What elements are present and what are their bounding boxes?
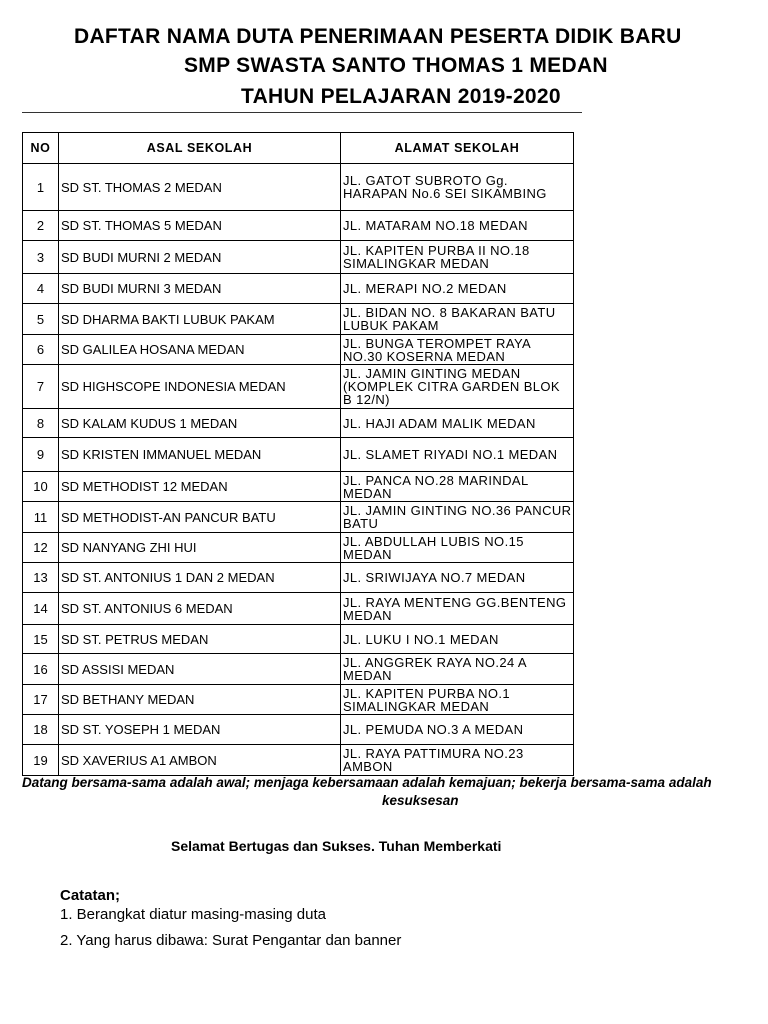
school-name: SD BUDI MURNI 3 MEDAN [59,274,341,304]
closing-message: Selamat Bertugas dan Sukses. Tuhan Memberkati [171,838,502,854]
table-row [23,365,574,409]
row-number: 5 [23,304,59,335]
table-row [23,715,574,745]
header-no: NO [23,133,59,164]
motto-line-2: kesuksesan [382,793,459,808]
school-address: JL. HAJI ADAM MALIK MEDAN [341,409,574,438]
table-row [23,533,574,563]
school-name: SD BUDI MURNI 2 MEDAN [59,241,341,274]
school-name: SD KALAM KUDUS 1 MEDAN [59,409,341,438]
school-name: SD DHARMA BAKTI LUBUK PAKAM [59,304,341,335]
document-title-line-1: DAFTAR NAMA DUTA PENERIMAAN PESERTA DIDIK BARU [74,25,682,48]
title-divider [22,112,582,113]
row-number: 4 [23,274,59,304]
table-row [23,654,574,685]
school-address: JL. RAYA PATTIMURA NO.23 AMBON [341,745,574,776]
school-address: JL. ANGGREK RAYA NO.24 A MEDAN [341,654,574,685]
school-name: SD ST. ANTONIUS 6 MEDAN [59,593,341,625]
school-name: SD KRISTEN IMMANUEL MEDAN [59,438,341,472]
school-name: SD METHODIST 12 MEDAN [59,472,341,502]
table-header-row [23,133,574,164]
row-number: 6 [23,335,59,365]
school-address: JL. BUNGA TEROMPET RAYA NO.30 KOSERNA MEDAN [341,335,574,365]
table-row [23,438,574,472]
row-number: 16 [23,654,59,685]
row-number: 11 [23,502,59,533]
school-address: JL. KAPITEN PURBA NO.1 SIMALINGKAR MEDAN [341,685,574,715]
school-address: JL. MERAPI NO.2 MEDAN [341,274,574,304]
school-address: JL. MATARAM NO.18 MEDAN [341,211,574,241]
row-number: 8 [23,409,59,438]
row-number: 18 [23,715,59,745]
school-address: JL. JAMIN GINTING MEDAN (KOMPLEK CITRA GARDEN BLOK B 12/N) [341,365,574,409]
school-table [22,132,574,776]
table-row [23,502,574,533]
header-asal-sekolah: ASAL SEKOLAH [59,133,341,164]
school-address: JL. KAPITEN PURBA II NO.18 SIMALINGKAR MEDAN [341,241,574,274]
school-address: JL. PEMUDA NO.3 A MEDAN [341,715,574,745]
row-number: 19 [23,745,59,776]
row-number: 9 [23,438,59,472]
school-name: SD BETHANY MEDAN [59,685,341,715]
row-number: 1 [23,164,59,211]
note-item: 1. Berangkat diatur masing-masing duta [60,906,326,923]
row-number: 13 [23,563,59,593]
table-row [23,745,574,776]
table-row [23,472,574,502]
notes-title: Catatan; [60,887,121,904]
table-row [23,563,574,593]
table-row [23,409,574,438]
school-name: SD NANYANG ZHI HUI [59,533,341,563]
row-number: 12 [23,533,59,563]
school-address: JL. LUKU I NO.1 MEDAN [341,625,574,654]
school-address: JL. SLAMET RIYADI NO.1 MEDAN [341,438,574,472]
document-title-line-2: SMP SWASTA SANTO THOMAS 1 MEDAN [184,54,608,77]
school-name: SD ST. THOMAS 5 MEDAN [59,211,341,241]
row-number: 17 [23,685,59,715]
school-name: SD ASSISI MEDAN [59,654,341,685]
school-address: JL. GATOT SUBROTO Gg. HARAPAN No.6 SEI SIKAMBING [341,164,574,211]
table-body [23,164,574,776]
school-name: SD XAVERIUS A1 AMBON [59,745,341,776]
school-name: SD GALILEA HOSANA MEDAN [59,335,341,365]
row-number: 2 [23,211,59,241]
table-row [23,241,574,274]
row-number: 3 [23,241,59,274]
school-address: JL. SRIWIJAYA NO.7 MEDAN [341,563,574,593]
motto-line-1: Datang bersama-sama adalah awal; menjaga kebersamaan adalah kemajuan; bekerja bersama-sama adalah [22,775,712,790]
table-row [23,274,574,304]
school-address: JL. BIDAN NO. 8 BAKARAN BATU LUBUK PAKAM [341,304,574,335]
school-address: JL. ABDULLAH LUBIS NO.15 MEDAN [341,533,574,563]
school-name: SD HIGHSCOPE INDONESIA MEDAN [59,365,341,409]
school-name: SD ST. PETRUS MEDAN [59,625,341,654]
school-address: JL. JAMIN GINTING NO.36 PANCUR BATU [341,502,574,533]
row-number: 14 [23,593,59,625]
table-row [23,593,574,625]
row-number: 15 [23,625,59,654]
school-address: JL. PANCA NO.28 MARINDAL MEDAN [341,472,574,502]
header-alamat-sekolah: ALAMAT SEKOLAH [341,133,574,164]
school-name: SD ST. THOMAS 2 MEDAN [59,164,341,211]
table-row [23,625,574,654]
school-name: SD METHODIST-AN PANCUR BATU [59,502,341,533]
document-title-line-3: TAHUN PELAJARAN 2019-2020 [241,85,561,108]
table-row [23,685,574,715]
school-name: SD ST. YOSEPH 1 MEDAN [59,715,341,745]
row-number: 7 [23,365,59,409]
table-row [23,211,574,241]
note-item: 2. Yang harus dibawa: Surat Pengantar dan banner [60,932,402,949]
table-row [23,335,574,365]
school-name: SD ST. ANTONIUS 1 DAN 2 MEDAN [59,563,341,593]
school-address: JL. RAYA MENTENG GG.BENTENG MEDAN [341,593,574,625]
row-number: 10 [23,472,59,502]
table-row [23,164,574,211]
table-row [23,304,574,335]
